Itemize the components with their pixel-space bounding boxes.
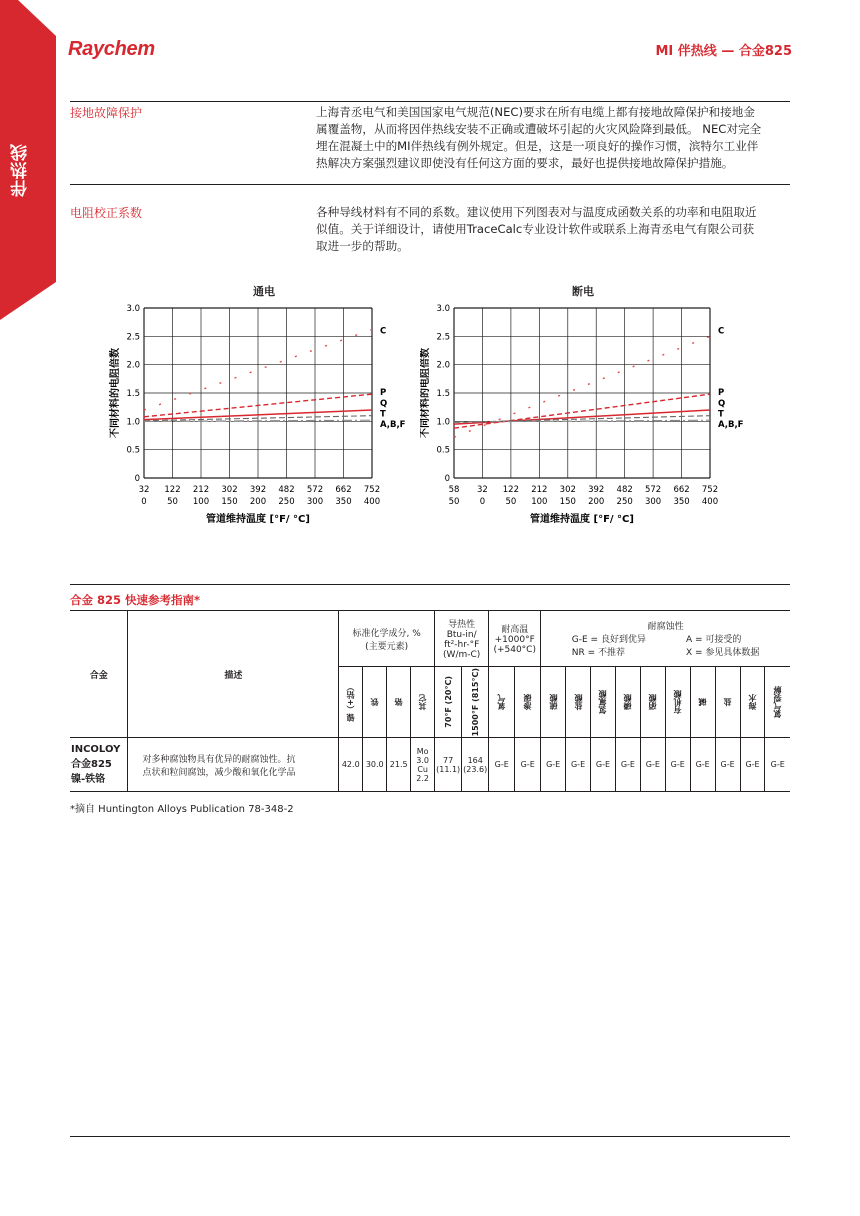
x-tick-label-f: 32 bbox=[477, 485, 488, 495]
y-tick-label: 2.5 bbox=[436, 332, 450, 343]
x-tick-label-c: 100 bbox=[531, 497, 548, 507]
x-tick-label-c: 50 bbox=[505, 497, 517, 507]
val-sulfuric: G-E bbox=[541, 738, 566, 792]
x-tick-label-f: 302 bbox=[221, 485, 238, 495]
x-tick-label-f: 572 bbox=[306, 485, 324, 495]
y-tick-label: 3.0 bbox=[436, 304, 450, 314]
y-tick-label: 1.5 bbox=[436, 389, 450, 399]
val-hydrochloric: G-E bbox=[566, 738, 591, 792]
x-tick-label-c: 350 bbox=[673, 497, 690, 507]
section-body-resistance bbox=[316, 204, 790, 255]
col-seawater bbox=[740, 667, 765, 738]
y-tick-label: 0.5 bbox=[126, 445, 140, 456]
val-other bbox=[411, 738, 435, 792]
col-chlorine-crack bbox=[765, 667, 790, 738]
col-label: 氧气 bbox=[497, 694, 507, 711]
col-label: 镍（+钴） bbox=[346, 682, 356, 722]
y-tick-label: 0.5 bbox=[436, 445, 450, 456]
body-line: 上海青丞电气和美国国家电气规范(NEC)要求在所有电缆上都有接地故障保护和接地金 bbox=[316, 105, 755, 119]
thermal-value: 164 bbox=[467, 755, 483, 765]
thermal-value-si: (23.6) bbox=[463, 764, 488, 774]
y-tick-label: 1.5 bbox=[126, 389, 140, 399]
alloy-line: 镍-铁铬 bbox=[71, 774, 106, 786]
x-tick-label-f: 482 bbox=[616, 485, 633, 495]
col-label: 70°F (20°C) bbox=[443, 676, 453, 729]
x-tick-label-c: 250 bbox=[616, 497, 633, 507]
series-label: P bbox=[718, 387, 725, 398]
series-label: P bbox=[380, 387, 387, 398]
corrosion-header bbox=[541, 611, 790, 667]
val-nickel: 42.0 bbox=[339, 738, 363, 792]
x-tick-label-f: 212 bbox=[531, 485, 548, 495]
col-chromium bbox=[387, 667, 411, 738]
col-label: 硝酸 bbox=[648, 694, 658, 711]
legend-x: X = 参见具体数据 bbox=[685, 648, 760, 658]
col-desc: 描述 bbox=[128, 611, 339, 738]
x-tick-label-c: 400 bbox=[701, 497, 719, 507]
bottom-divider bbox=[70, 1136, 790, 1137]
x-tick-label-f: 122 bbox=[164, 485, 181, 495]
series-label: A,B,F bbox=[718, 420, 744, 431]
x-tick-label-f: 662 bbox=[673, 485, 690, 495]
y-axis-label: 不同材料的电阻倍数 bbox=[110, 348, 121, 438]
val-1500f bbox=[462, 738, 489, 792]
val-salt: G-E bbox=[715, 738, 740, 792]
desc-line: 对多种腐蚀物具有优异的耐腐蚀性。抗 bbox=[142, 754, 296, 765]
col-label: 氯气裂解 bbox=[773, 686, 783, 719]
series-label: Q bbox=[380, 399, 388, 410]
val-iron: 30.0 bbox=[363, 738, 387, 792]
body-line: 埋在混凝土中的MI伴热线有例外规定。但是，这是一项良好的操作习惯，滨特尔工业伴 bbox=[316, 139, 759, 153]
chart-title-powered: 通电 bbox=[253, 285, 275, 298]
col-other bbox=[411, 667, 435, 738]
col-label: 磷酸 bbox=[623, 694, 633, 711]
chart-title-unpowered: 断电 bbox=[572, 285, 594, 298]
col-label: 铬 bbox=[394, 698, 404, 707]
col-sulfuric bbox=[541, 667, 566, 738]
x-tick-label-c: 400 bbox=[363, 497, 381, 507]
col-carburize bbox=[515, 667, 541, 738]
ref-guide-title: 合金 825 快速参考指南* bbox=[70, 593, 201, 607]
col-label: 渗碳 bbox=[523, 694, 533, 711]
col-phosphoric bbox=[615, 667, 640, 738]
series-label: T bbox=[380, 409, 386, 420]
alloy-line: INCOLOY bbox=[71, 744, 121, 756]
x-tick-label-f: 752 bbox=[701, 485, 719, 495]
page-header-title: MI 伴热线 — 合金825 bbox=[655, 44, 792, 59]
x-tick-label-c: 250 bbox=[278, 497, 295, 507]
y-tick-label: 2.0 bbox=[436, 360, 450, 371]
body-line: 取进一步的帮助。 bbox=[316, 239, 409, 253]
series-label: A,B,F bbox=[380, 420, 406, 431]
series-label: C bbox=[380, 326, 387, 337]
chem-header-line: (主要元素) bbox=[365, 641, 409, 652]
y-tick-label: 0 bbox=[134, 474, 140, 484]
body-line: 似值。关于详细设计，请使用TraceCalc专业设计软件或联系上海青丞电气有限公司获 bbox=[316, 222, 755, 236]
y-tick-label: 2.5 bbox=[126, 332, 140, 343]
col-nickel bbox=[339, 667, 363, 738]
col-label: 有机酸 bbox=[673, 690, 683, 715]
chart-unpowered bbox=[420, 298, 750, 538]
val-organic: G-E bbox=[665, 738, 690, 792]
x-tick-label-f: 572 bbox=[644, 485, 662, 495]
col-hydrochloric bbox=[566, 667, 591, 738]
x-tick-label-c: 200 bbox=[588, 497, 605, 507]
table-top-divider bbox=[70, 584, 790, 585]
chem-header-line: 标准化学成分, % bbox=[352, 628, 421, 639]
col-label: 硫酸 bbox=[548, 694, 558, 711]
x-tick-label-f: 302 bbox=[559, 485, 576, 495]
section-label-ground-fault: 接地故障保护 bbox=[70, 106, 143, 120]
thermal-value-si: (11.1) bbox=[436, 764, 461, 774]
legend-ge: G-E = 良好到优异 bbox=[571, 635, 646, 645]
x-tick-label-c: 150 bbox=[221, 497, 238, 507]
top-divider bbox=[70, 101, 790, 102]
alloy-desc bbox=[128, 738, 339, 792]
legend-a: A = 可接受的 bbox=[685, 635, 742, 645]
side-tab bbox=[0, 0, 56, 320]
body-line: 各种导线材料有不同的系数。建议使用下列图表对与温度成函数关系的功率和电阻取近 bbox=[316, 205, 757, 219]
val-carburize: G-E bbox=[515, 738, 541, 792]
x-tick-label-c: 300 bbox=[644, 497, 662, 507]
val-chlorine-crack: G-E bbox=[765, 738, 790, 792]
thermal-header-line: 导热性 bbox=[448, 620, 476, 630]
col-label: 氢氟酸 bbox=[598, 690, 608, 715]
y-tick-label: 2.0 bbox=[126, 360, 140, 371]
x-tick-label-c: 200 bbox=[249, 497, 267, 507]
x-tick-label-f: 392 bbox=[588, 485, 605, 495]
y-axis-label: 不同材料的电阻倍数 bbox=[420, 348, 431, 438]
val-seawater: G-E bbox=[740, 738, 765, 792]
x-tick-label-c: 0 bbox=[479, 497, 486, 507]
x-tick-label-c: 300 bbox=[306, 497, 324, 507]
body-line: 属覆盖物，从而将因伴热线安装不正确或遭破坏引起的火灾风险降到最低。 NEC对完全 bbox=[316, 122, 762, 136]
series-label: Q bbox=[718, 399, 726, 410]
section-body-ground-fault bbox=[316, 104, 790, 172]
ref-table bbox=[70, 610, 790, 792]
thermal-header bbox=[435, 611, 489, 667]
hightemp-header-line: +1000°F bbox=[494, 635, 535, 645]
col-label: 盐 bbox=[723, 698, 733, 707]
col-70f bbox=[435, 667, 462, 738]
x-axis-label: 管道维持温度 [°F/ °C] bbox=[206, 514, 310, 525]
x-tick-label-f: 392 bbox=[249, 485, 267, 495]
x-tick-label-f: 212 bbox=[192, 485, 210, 495]
col-alloy: 合金 bbox=[70, 611, 128, 738]
x-tick-label-c: 0 bbox=[141, 497, 147, 507]
col-label: 碱 bbox=[698, 698, 708, 707]
val-70f bbox=[435, 738, 462, 792]
y-tick-label: 0 bbox=[444, 474, 450, 484]
chem-header bbox=[339, 611, 435, 667]
x-tick-label-f: 752 bbox=[363, 485, 381, 495]
x-tick-label-c: 350 bbox=[335, 497, 352, 507]
col-hydrofluoric bbox=[591, 667, 616, 738]
x-tick-label-c: 150 bbox=[559, 497, 576, 507]
thermal-header-line: Btu-in/ bbox=[446, 630, 477, 640]
col-salt bbox=[715, 667, 740, 738]
y-tick-label: 3.0 bbox=[126, 304, 140, 314]
chart-powered bbox=[100, 298, 420, 538]
alloy-line: 合金825 bbox=[71, 759, 112, 771]
section-label-resistance: 电阻校正系数 bbox=[70, 206, 143, 220]
col-label: 盐酸 bbox=[573, 694, 583, 711]
val-chromium: 21.5 bbox=[387, 738, 411, 792]
col-alkali bbox=[690, 667, 715, 738]
thermal-header-line: (W/m-C) bbox=[443, 650, 481, 660]
val-oxygen: G-E bbox=[489, 738, 515, 792]
x-tick-label-f: 122 bbox=[502, 485, 520, 495]
side-tab-label: 伴热线 bbox=[11, 143, 31, 197]
hightemp-header-line: 耐高温 bbox=[501, 625, 529, 635]
x-tick-label-c: 50 bbox=[167, 497, 178, 507]
raychem-logo: Raychem bbox=[68, 38, 155, 60]
col-label: 海水 bbox=[748, 694, 757, 711]
val-phosphoric: G-E bbox=[615, 738, 640, 792]
y-tick-label: 1.0 bbox=[436, 417, 450, 428]
val-hydrofluoric: G-E bbox=[591, 738, 616, 792]
col-label: 其它 bbox=[418, 694, 428, 711]
mid-divider bbox=[70, 184, 790, 185]
col-label: 铁 bbox=[370, 698, 380, 707]
x-tick-label-c: 100 bbox=[192, 497, 210, 507]
col-oxygen bbox=[489, 667, 515, 738]
x-tick-label-f: 58 bbox=[448, 485, 460, 495]
hightemp-header bbox=[489, 611, 541, 667]
val-alkali: G-E bbox=[690, 738, 715, 792]
x-tick-label-f: 662 bbox=[335, 485, 352, 495]
x-tick-label-c: 50 bbox=[448, 497, 460, 507]
other-line: Cu 2.2 bbox=[416, 764, 429, 783]
other-line: Mo 3.0 bbox=[416, 746, 429, 765]
x-axis-label: 管道维持温度 [°F/ °C] bbox=[530, 514, 634, 525]
x-tick-label-f: 32 bbox=[138, 485, 150, 495]
y-tick-label: 1.0 bbox=[126, 417, 140, 428]
val-nitric: G-E bbox=[640, 738, 665, 792]
footnote: *摘自 Huntington Alloys Publication 78-348-2 bbox=[70, 804, 294, 815]
series-line-p bbox=[454, 394, 710, 428]
thermal-value: 77 bbox=[443, 755, 454, 765]
body-line: 热解决方案强烈建议即使没有任何这方面的要求，最好也提供接地故障保护措施。 bbox=[316, 156, 734, 170]
series-label: T bbox=[718, 409, 724, 420]
col-nitric bbox=[640, 667, 665, 738]
corrosion-title: 耐腐蚀性 bbox=[647, 622, 684, 632]
desc-line: 点状和粒间腐蚀，减少酸和氧化化学品 bbox=[142, 767, 296, 778]
col-iron bbox=[363, 667, 387, 738]
legend-nr: NR = 不推荐 bbox=[571, 648, 626, 658]
col-1500f bbox=[462, 667, 489, 738]
x-tick-label-f: 482 bbox=[278, 485, 295, 495]
thermal-header-line: ft²-hr-°F bbox=[444, 640, 480, 650]
series-label: C bbox=[718, 326, 725, 337]
col-organic bbox=[665, 667, 690, 738]
hightemp-header-line: (+540°C) bbox=[493, 645, 536, 655]
col-label: 1500°F (815°C) bbox=[470, 668, 480, 737]
alloy-name bbox=[70, 738, 128, 792]
